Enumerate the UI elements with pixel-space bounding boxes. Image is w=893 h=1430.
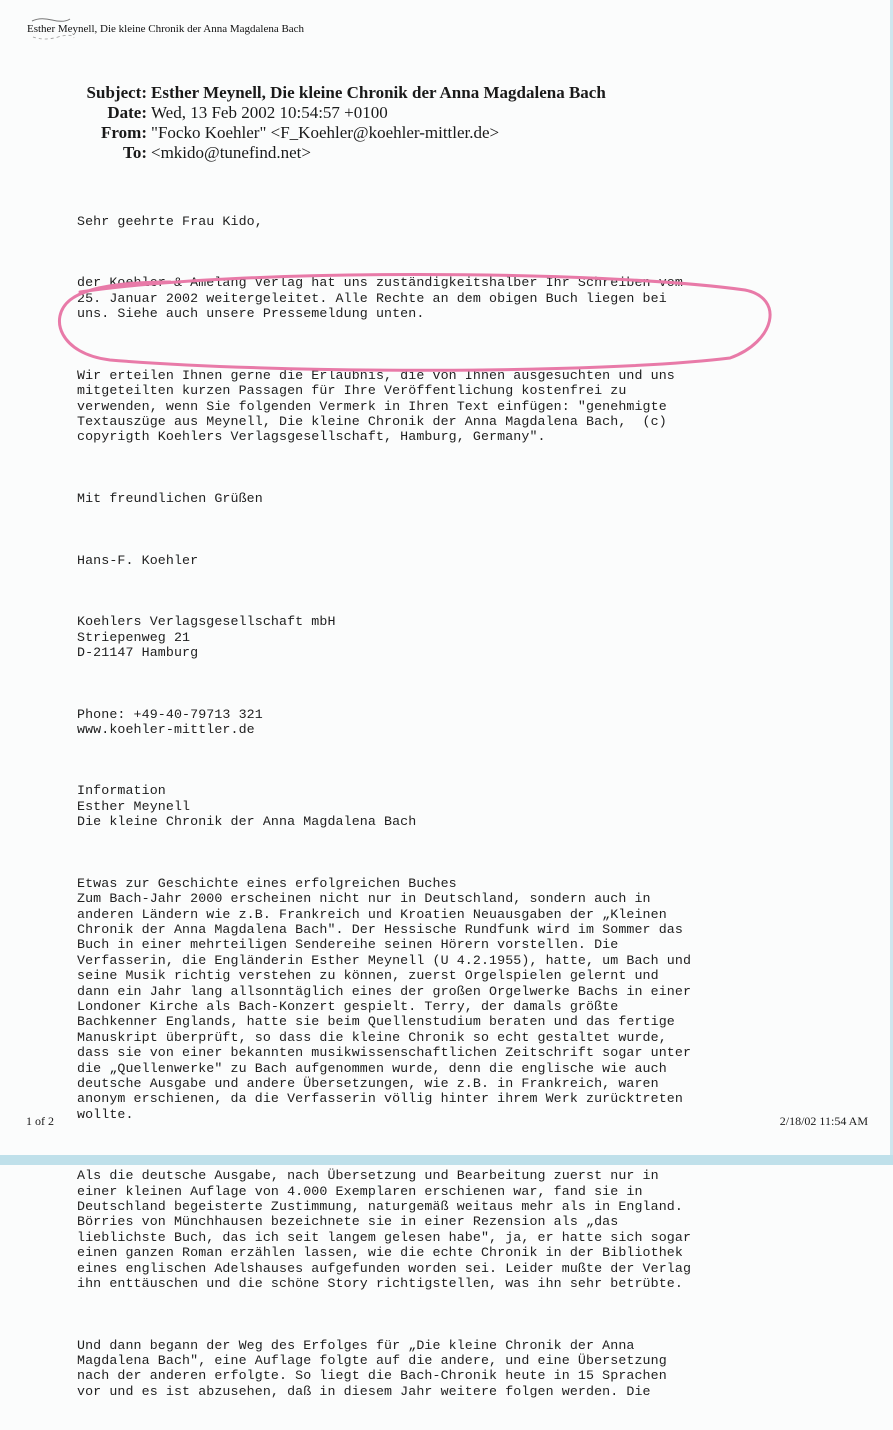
text-line: die „Quellenwerke" zu Bach aufgenommen wurde, denn die englische wie auch — [77, 1060, 667, 1076]
text-line: deutsche Ausgabe und andere Übersetzungen, wie z.B. in Frankreich, waren — [77, 1075, 659, 1091]
paragraph-german-edition — [77, 1168, 777, 1291]
text-line: Bachkenner Englands, hatte sie beim Quellenstudium beraten und das fertige — [77, 1014, 675, 1030]
subject-label: Subject: — [86, 83, 147, 102]
signature — [77, 553, 777, 568]
subject-value: Esther Meynell, Die kleine Chronik der Anna Magdalena Bach — [151, 83, 606, 102]
text-line: seine Musik richtig verstehen zu können, zuerst Orgelspielen gelernt und — [77, 968, 659, 984]
to-label: To: — [123, 143, 147, 162]
scan-bottom-band — [0, 1155, 893, 1165]
page-header: Esther Meynell, Die kleine Chronik der Anna Magdalena Bach — [27, 23, 305, 35]
information-block — [77, 783, 777, 829]
text-line: der Koehler & Amelang Verlag hat uns zuständigkeitshalber Ihr Schreiben vom — [77, 275, 683, 291]
text-line: Koehlers Verlagsgesellschaft mbH — [77, 614, 336, 630]
email-headers — [83, 83, 606, 163]
text-line: dass sie von einer bekannten musikwissenschaftlichen Zeitschrift sogar unter — [77, 1045, 692, 1061]
text-line: Textauszüge aus Meynell, Die kleine Chronik der Anna Magdalena Bach, (c) — [77, 413, 667, 429]
to-row — [83, 143, 606, 163]
text-line: Esther Meynell — [77, 798, 191, 814]
text-line: 25. Januar 2002 weitergeleitet. Alle Rechte an dem obigen Buch liegen bei — [77, 290, 667, 306]
text-line: D-21147 Hamburg — [77, 644, 199, 660]
text-line: vor und es ist abzusehen, daß in diesem Jahr weitere folgen werden. Die — [77, 1383, 651, 1399]
date-row — [83, 103, 606, 123]
highlight-circle-mark — [40, 270, 780, 380]
text-line: Deutschland begeisterte Zustimmung, naturgemäß weitaus mehr als in England. — [77, 1199, 683, 1215]
text-line: ihn enttäuschen und die schöne Story richtigstellen, was ihn sehr betrübte. — [77, 1276, 683, 1292]
text-line: Hans-F. Koehler — [77, 552, 199, 568]
text-line: Börries von Münchhausen bezeichnete sie in einer Rezension als „das — [77, 1214, 619, 1230]
text-line: www.koehler-mittler.de — [77, 721, 255, 737]
text-line: Etwas zur Geschichte eines erfolgreichen Buches — [77, 875, 457, 891]
text-line: anderen Ländern wie z.B. Frankreich und Kroatien Neuausgaben der „Kleinen — [77, 906, 667, 922]
print-timestamp: 2/18/02 11:54 AM — [779, 1114, 868, 1128]
text-line: anonym erschienen, da die Verfasserin völlig hinter ihrem Werk zurücktreten — [77, 1091, 683, 1107]
text-line: Die kleine Chronik der Anna Magdalena Bach — [77, 814, 417, 830]
text-line: dann ein Jahr lang allsonntäglich eines der großen Orgelwerke Bachs in einer — [77, 983, 692, 999]
text-line: Und dann begann der Weg des Erfolges für „Die kleine Chronik der Anna — [77, 1337, 635, 1353]
text-line: Wir erteilen Ihnen gerne die Erlaubnis, die von Ihnen ausgesuchten und uns — [77, 367, 675, 383]
greeting — [77, 214, 777, 229]
text-line: wollte. — [77, 1106, 134, 1122]
text-line: eines englischen Adelshauses aufgefunden worden sei. Leider mußte der Verlag — [77, 1260, 692, 1276]
text-line: einer kleinen Auflage von 4.000 Exemplaren erschienen war, fand sie in — [77, 1183, 643, 1199]
text-line: Londoner Kirche als Bach-Konzert gespielt. Terry, der damals größte — [77, 998, 619, 1014]
text-line: Chronik der Anna Magdalena Bach". Der Hessische Rundfunk wird im Sommer das — [77, 922, 683, 938]
date-value: Wed, 13 Feb 2002 10:54:57 +0100 — [151, 103, 388, 122]
text-line: Mit freundlichen Grüßen — [77, 490, 263, 506]
text-line: einen ganzen Roman erzählen lassen, wie die echte Chronik in der Bibliothek — [77, 1245, 683, 1261]
from-label: From: — [101, 123, 147, 142]
text-line: Magdalena Bach", eine Auflage folgte auf die andere, und eine Übersetzung — [77, 1353, 667, 1369]
text-line: Information — [77, 783, 166, 799]
text-line: mitgeteilten kurzen Passagen für Ihre Veröffentlichung kostenfrei zu — [77, 383, 627, 399]
text-line: Manuskript überprüft, so dass die kleine Chronik so echt gestaltet wurde, — [77, 1029, 667, 1045]
text-line: Als die deutsche Ausgabe, nach Übersetzung und Bearbeitung zuerst nur in — [77, 1168, 659, 1184]
text-line: Zum Bach-Jahr 2000 erscheinen nicht nur in Deutschland, sondern auch in — [77, 891, 651, 907]
from-value: "Focko Koehler" <F_Koehler@koehler-mittler.de> — [151, 123, 500, 142]
paragraph-history — [77, 876, 777, 1122]
text-line: copyrigth Koehlers Verlagsgesellschaft, Hamburg, Germany". — [77, 429, 546, 445]
address-block — [77, 614, 777, 660]
text-line: Sehr geehrte Frau Kido, — [77, 213, 263, 229]
text-line: nach der anderen erfolgte. So liegt die Bach-Chronik heute in 15 Sprachen — [77, 1368, 667, 1384]
closing — [77, 491, 777, 506]
to-value: <mkido@tunefind.net> — [151, 143, 311, 162]
text-line: uns. Siehe auch unsere Pressemeldung unten. — [77, 306, 425, 322]
text-line: Buch in einer mehrteiligen Sendereihe seinen Hörern vorstellen. Die — [77, 937, 619, 953]
from-row — [83, 123, 606, 143]
text-line: verwenden, wenn Sie folgenden Vermerk in Ihren Text einfügen: "genehmigte — [77, 398, 667, 414]
contact-block — [77, 707, 777, 738]
page-number: 1 of 2 — [26, 1114, 54, 1128]
paragraph-success — [77, 1338, 777, 1400]
subject-row — [83, 83, 606, 103]
text-line: Striepenweg 21 — [77, 629, 191, 645]
date-label: Date: — [107, 103, 147, 122]
text-line: lieblichste Buch, das ich seit langem gelesen habe", ja, er hatte sich sogar — [77, 1229, 692, 1245]
text-line: Phone: +49-40-79713 321 — [77, 706, 263, 722]
text-line: Verfasserin, die Engländerin Esther Meynell (U 4.2.1955), hatte, um Bach und — [77, 952, 692, 968]
